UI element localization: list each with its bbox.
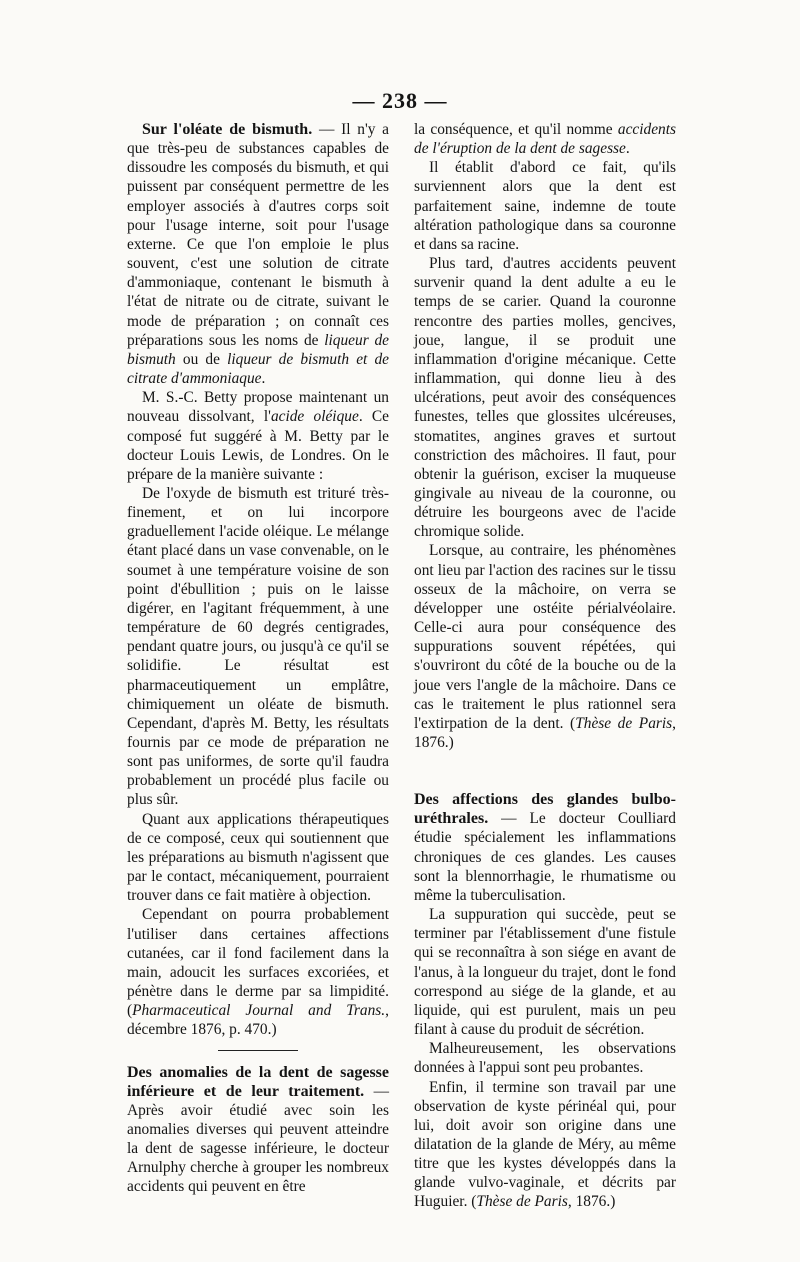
left-column [127, 120, 389, 1197]
article-paragraph: Malheureusement, les observations données à l'appui sont peu probantes. [414, 1040, 676, 1077]
article-wisdom-tooth [127, 1063, 389, 1197]
article-bismuth-oleate [127, 120, 389, 1040]
article-paragraph: Des affections des glandes bulbo-uréthrales. — Le docteur Coulliard étudie spécialement les inflammations chroniques de ces glandes. Les causes sont la blennorrhagie, le rhumatisme ou même la tuberculisation. [414, 791, 676, 904]
source-citation: Thèse de Paris [575, 714, 673, 732]
article-bulbo-urethral-glands [414, 790, 676, 1211]
article-paragraph: Quant aux applications thérapeutiques de ce composé, ceux qui soutiennent que les préparations au bismuth n'agissent que par le contact, mécaniquement, pourraient trouver dans ce fait matière à objection. [127, 810, 389, 905]
article-paragraph: Lorsque, au contraire, les phénomènes ont lieu par l'action des racines sur le tissu osseux de la mâchoire, on verra se développer une ostéite périalvéolaire. Celle-ci aura pour conséquence des suppurations souvent répétées, qui s'ouvriront du côté de la bouche ou de la joue vers l'angle de la mâchoire. Dans ce cas le traitement le plus rationnel sera l'extirpation de la dent. (Thèse de Paris, 1876.) [414, 542, 677, 751]
article-paragraph: La suppuration qui succède, peut se terminer par l'établissement d'une fistule qui se reconnaîtra à son siége en avant de l'anus, à la longueur du trajet, dont le fond correspond au siége de la glande, et au liquide, qui est purulent, mais un peu filant à cause du produit de sécrétion. [414, 906, 676, 1039]
source-citation: Pharmaceutical Journal and Trans. [132, 1002, 386, 1020]
article-title: Des affections des glandes bulbo-uréthrales. [414, 791, 676, 828]
source-citation: Thèse de Paris [476, 1193, 568, 1211]
article-paragraph: Enfin, il termine son travail par une observation de kyste périnéal qui, pour lui, doit avoir son origine dans une dilatation de la glande de Méry, au même titre que les kystes développés dans la glande vulvo-vaginale, et décrits par Huguier. (Thèse de Paris, 1876.) [414, 1078, 676, 1211]
section-divider [218, 1050, 298, 1051]
article-paragraph: la conséquence, et qu'il nomme accidents de l'éruption de la dent de sagesse. [414, 121, 676, 158]
article-paragraph: Plus tard, d'autres accidents peuvent survenir quand la dent adulte a eu le temps de se carier. Quand la couronne rencontre des parties molles, gencives, joue, langue, il se produit une inflammation d'origine mécanique. Cette inflammation, qui donne lieu à des ulcérations, peut avoir des conséquences funestes, telles que glossites ulcéreuses, stomatites, angines graves et surtout constriction des mâchoires. Il faut, pour obtenir la guérison, exciser la muqueuse gingivale au niveau de la couronne, ou détruire les bourgeons avec de l'acide chromique solide. [414, 255, 676, 541]
article-paragraph: Cependant on pourra probablement l'utiliser dans certaines affections cutanées, car il fond facilement dans la main, adoucit les surfaces excoriées, et pénètre dans le derme par sa limpidité. (Pharmaceutical Journal and Trans., décembre 1876, p. 470.) [127, 906, 389, 1039]
page-number: — 238 — [352, 88, 448, 113]
article-paragraph: Il établit d'abord ce fait, qu'ils surviennent alors que la dent est parfaitement saine, indemne de toute altération pathologique dans sa couronne et dans sa racine. [414, 159, 676, 253]
article-paragraph: Sur l'oléate de bismuth. — Il n'y a que très-peu de substances capables de dissoudre les composés du bismuth, et qui puissent par conséquent permettre de les employer associés à d'autres corps soit pour l'usage interne, soit pour l'usage externe. Ce que l'on emploie le plus souvent, c'est une solution de citrate d'ammoniaque, contenant le bismuth à l'état de nitrate ou de citrate, suivant le mode de préparation ; on connaît ces préparations sous les noms de liqueur de bismuth ou de liqueur de bismuth et de citrate d'ammoniaque. [127, 121, 390, 388]
article-paragraph: De l'oxyde de bismuth est trituré très-finement, et on lui incorpore graduellement l'acide oléique. Le mélange étant placé dans un vase convenable, on le soumet à une température voisine de son point d'ébullition ; puis on le laisse digérer, en l'agitant fréquemment, à une température de 60 degrés centigrades, pendant quatre jours, ou jusqu'à ce qu'il se solidifie. Le résultat est pharmaceutiquement un emplâtre, chimiquement un oléate de bismuth. Cependant, d'après M. Betty, les résultats fournis par ce mode de préparation ne sont pas uniformes, de sorte qu'il faudra probablement un procédé plus facile ou plus sûr. [127, 484, 389, 809]
article-title: Des anomalies de la dent de sagesse inférieure et de leur traitement. [127, 1063, 389, 1100]
right-column [414, 120, 676, 1212]
article-paragraph: M. S.-C. Betty propose maintenant un nouveau dissolvant, l'acide oléique. Ce composé fut suggéré à M. Betty par le docteur Louis Lewis, de Londres. On le prépare de la manière suivante : [127, 389, 389, 483]
article-title: Sur l'oléate de bismuth. [142, 121, 313, 138]
article-wisdom-tooth-continued [414, 120, 676, 752]
article-paragraph: Des anomalies de la dent de sagesse inférieure et de leur traitement. — Après avoir étudié avec soin les anomalies diverses qui peuvent atteindre la dent de sagesse inférieure, le docteur Arnulphy cherche à grouper les nombreux accidents qui peuvent en être [127, 1063, 389, 1196]
